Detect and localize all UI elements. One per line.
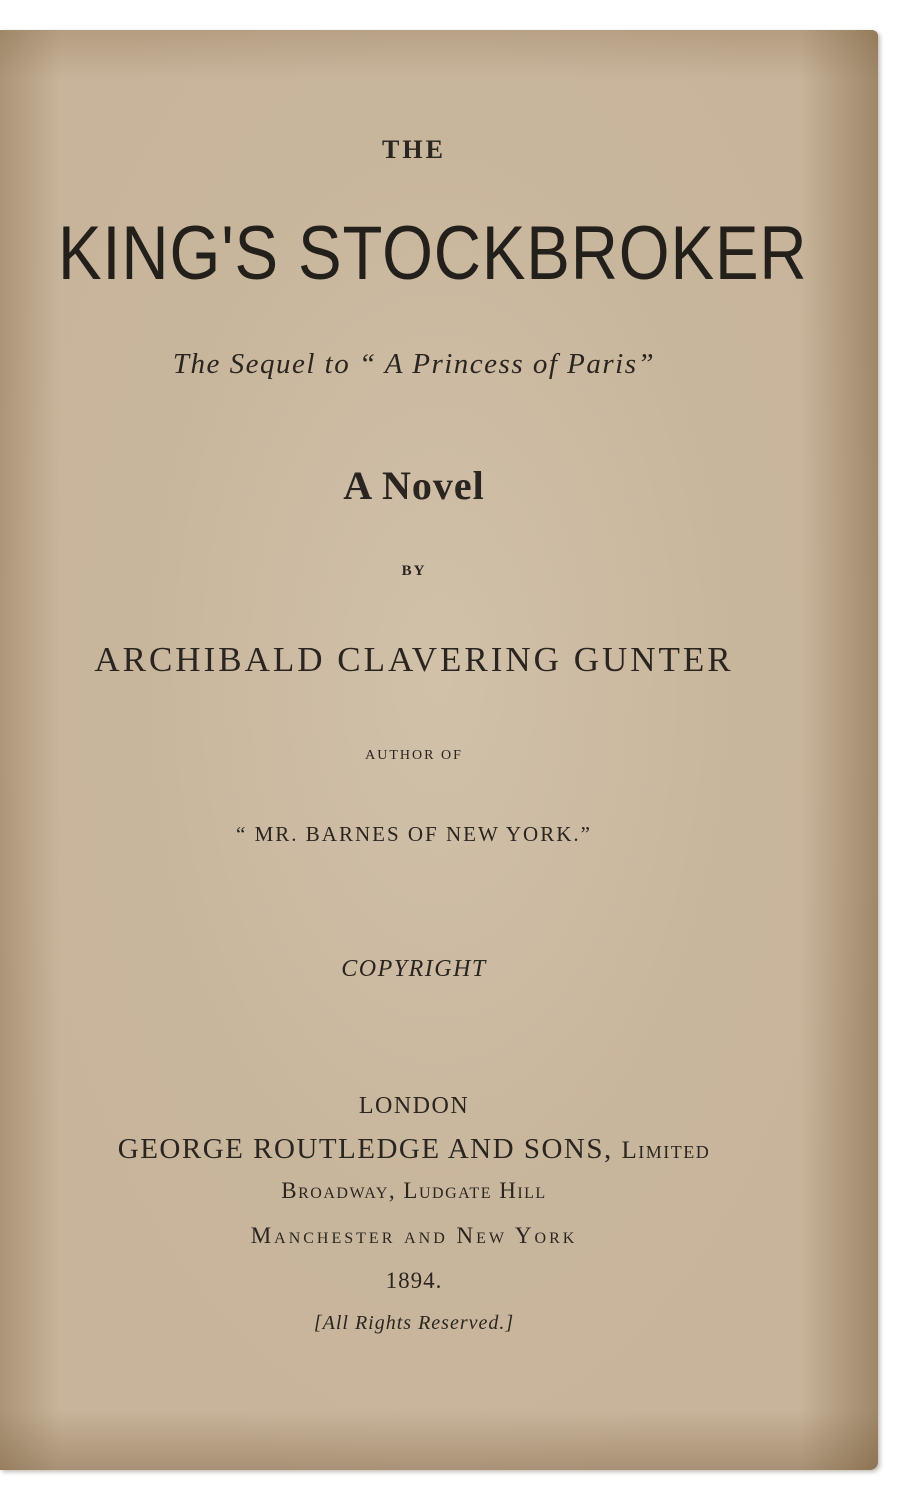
imprint-address: Broadway, Ludgate Hill [281, 1178, 547, 1203]
copyright-label: COPYRIGHT [341, 956, 487, 982]
imprint-cities: Manchester and New York [250, 1223, 578, 1248]
author-of-label: AUTHOR OF [365, 748, 463, 763]
book-subtitle: The Sequel to “ A Princess of Paris” [172, 348, 656, 380]
imprint-city: LONDON [358, 1093, 470, 1119]
publisher-suffix: Limited [621, 1137, 711, 1164]
imprint-publisher [0, 1133, 828, 1166]
rights-notice: [All Rights Reserved.] [313, 1312, 515, 1334]
previous-work-title: “ MR. BARNES OF NEW YORK.” [236, 822, 592, 846]
author-name: ARCHIBALD CLAVERING GUNTER [94, 640, 734, 679]
book-page [0, 30, 878, 1470]
genre-label: A Novel [343, 463, 485, 508]
book-title: KING'S STOCKBROKER [57, 211, 808, 296]
by-label: BY [401, 563, 427, 579]
title-article: THE [382, 135, 446, 164]
publisher-name: GEORGE ROUTLEDGE AND SONS, [117, 1133, 613, 1165]
imprint-year: 1894. [385, 1268, 443, 1293]
